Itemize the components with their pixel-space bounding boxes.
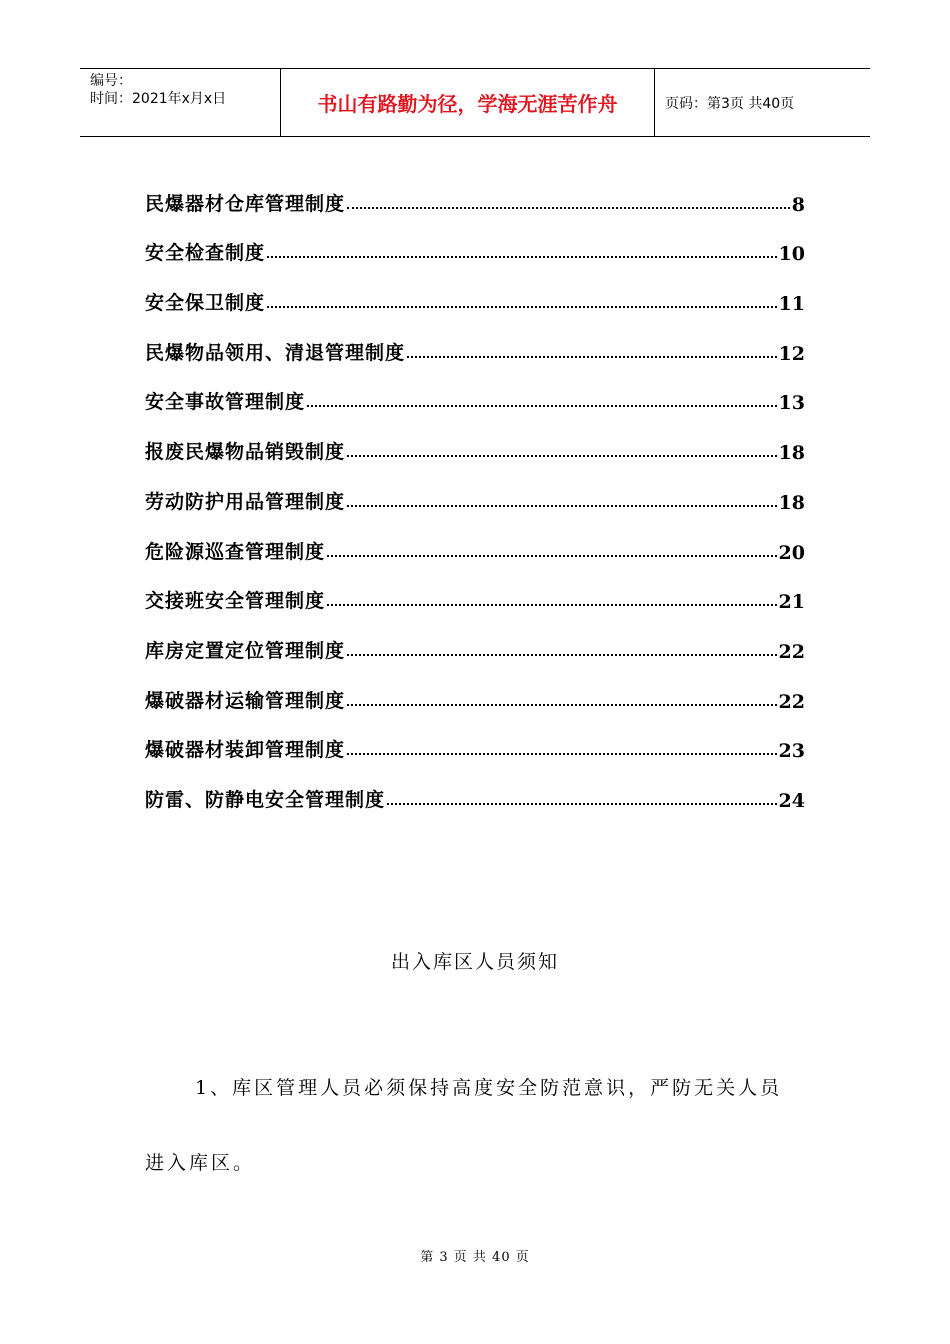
toc-entry[interactable]	[145, 564, 805, 614]
toc-entry[interactable]	[145, 365, 805, 415]
header-page-code: 页码：第3页 共40页	[665, 95, 795, 112]
toc-entry[interactable]	[145, 713, 805, 763]
toc-entry-page: 20	[778, 541, 805, 564]
toc-entry[interactable]	[145, 166, 805, 216]
toc-entry-title: 库房定置定位管理制度	[145, 639, 346, 662]
toc-entry[interactable]	[145, 216, 805, 266]
toc-dot-leader	[347, 207, 790, 209]
header-motto: 书山有路勤为径，学海无涯苦作舟	[281, 69, 655, 136]
toc-entry[interactable]	[145, 315, 805, 365]
toc-dot-leader	[267, 306, 777, 308]
toc-entry-title: 民爆器材仓库管理制度	[145, 192, 346, 215]
toc-entry-title: 安全检查制度	[145, 242, 266, 265]
paragraph-1: 1、库区管理人员必须保持高度安全防范意识，严防无关人员	[195, 1077, 783, 1099]
toc-entry-page: 24	[778, 789, 805, 812]
toc-entry-page: 13	[778, 392, 805, 415]
toc-entry-page: 21	[778, 591, 805, 614]
toc-dot-leader	[387, 803, 777, 805]
toc-entry-title: 民爆物品领用、清退管理制度	[145, 341, 406, 364]
toc-dot-leader	[347, 753, 777, 755]
document-date: 时间：2021年x月x日	[90, 91, 227, 107]
toc-entry-title: 爆破器材运输管理制度	[145, 689, 346, 712]
toc-entry-title: 交接班安全管理制度	[145, 590, 326, 613]
toc-entry[interactable]	[145, 663, 805, 713]
toc-entry[interactable]	[145, 414, 805, 464]
toc-dot-leader	[307, 405, 777, 407]
toc-dot-leader	[347, 455, 777, 457]
page-footer: 第 3 页 共 40 页	[420, 1250, 530, 1265]
toc-dot-leader	[347, 654, 777, 656]
paragraph-2: 进入库区。	[145, 1152, 256, 1174]
toc-dot-leader	[267, 256, 777, 258]
toc-entry-page: 22	[778, 690, 805, 713]
toc-entry-title: 危险源巡查管理制度	[145, 540, 326, 563]
toc-entry-title: 爆破器材装卸管理制度	[145, 739, 346, 762]
toc-entry-page: 12	[778, 342, 805, 365]
toc-entry-page: 10	[778, 243, 805, 266]
document-number-label: 编号：	[90, 73, 132, 89]
toc-entry-page: 23	[778, 740, 805, 763]
toc-dot-leader	[407, 356, 777, 358]
section-title: 出入库区人员须知	[390, 951, 559, 973]
page-header	[80, 68, 870, 137]
toc-entry-title: 劳动防护用品管理制度	[145, 490, 346, 513]
toc-dot-leader	[327, 555, 777, 557]
toc-entry-title: 安全保卫制度	[145, 292, 266, 315]
header-meta	[80, 69, 281, 136]
toc-entry[interactable]	[145, 464, 805, 514]
toc-entry-title: 安全事故管理制度	[145, 391, 306, 414]
toc-entry[interactable]	[145, 514, 805, 564]
toc-entry-page: 8	[791, 193, 805, 216]
toc-entry[interactable]	[145, 613, 805, 663]
toc-entry-page: 22	[778, 640, 805, 663]
toc-entry-page: 18	[778, 491, 805, 514]
table-of-contents	[145, 166, 805, 812]
toc-dot-leader	[347, 505, 777, 507]
toc-entry[interactable]	[145, 265, 805, 315]
toc-entry[interactable]	[145, 762, 805, 812]
toc-entry-page: 11	[778, 293, 805, 316]
toc-entry-page: 18	[778, 442, 805, 465]
toc-entry-title: 防雷、防静电安全管理制度	[145, 788, 386, 811]
toc-entry-title: 报废民爆物品销毁制度	[145, 441, 346, 464]
toc-dot-leader	[347, 704, 777, 706]
toc-dot-leader	[327, 604, 777, 606]
